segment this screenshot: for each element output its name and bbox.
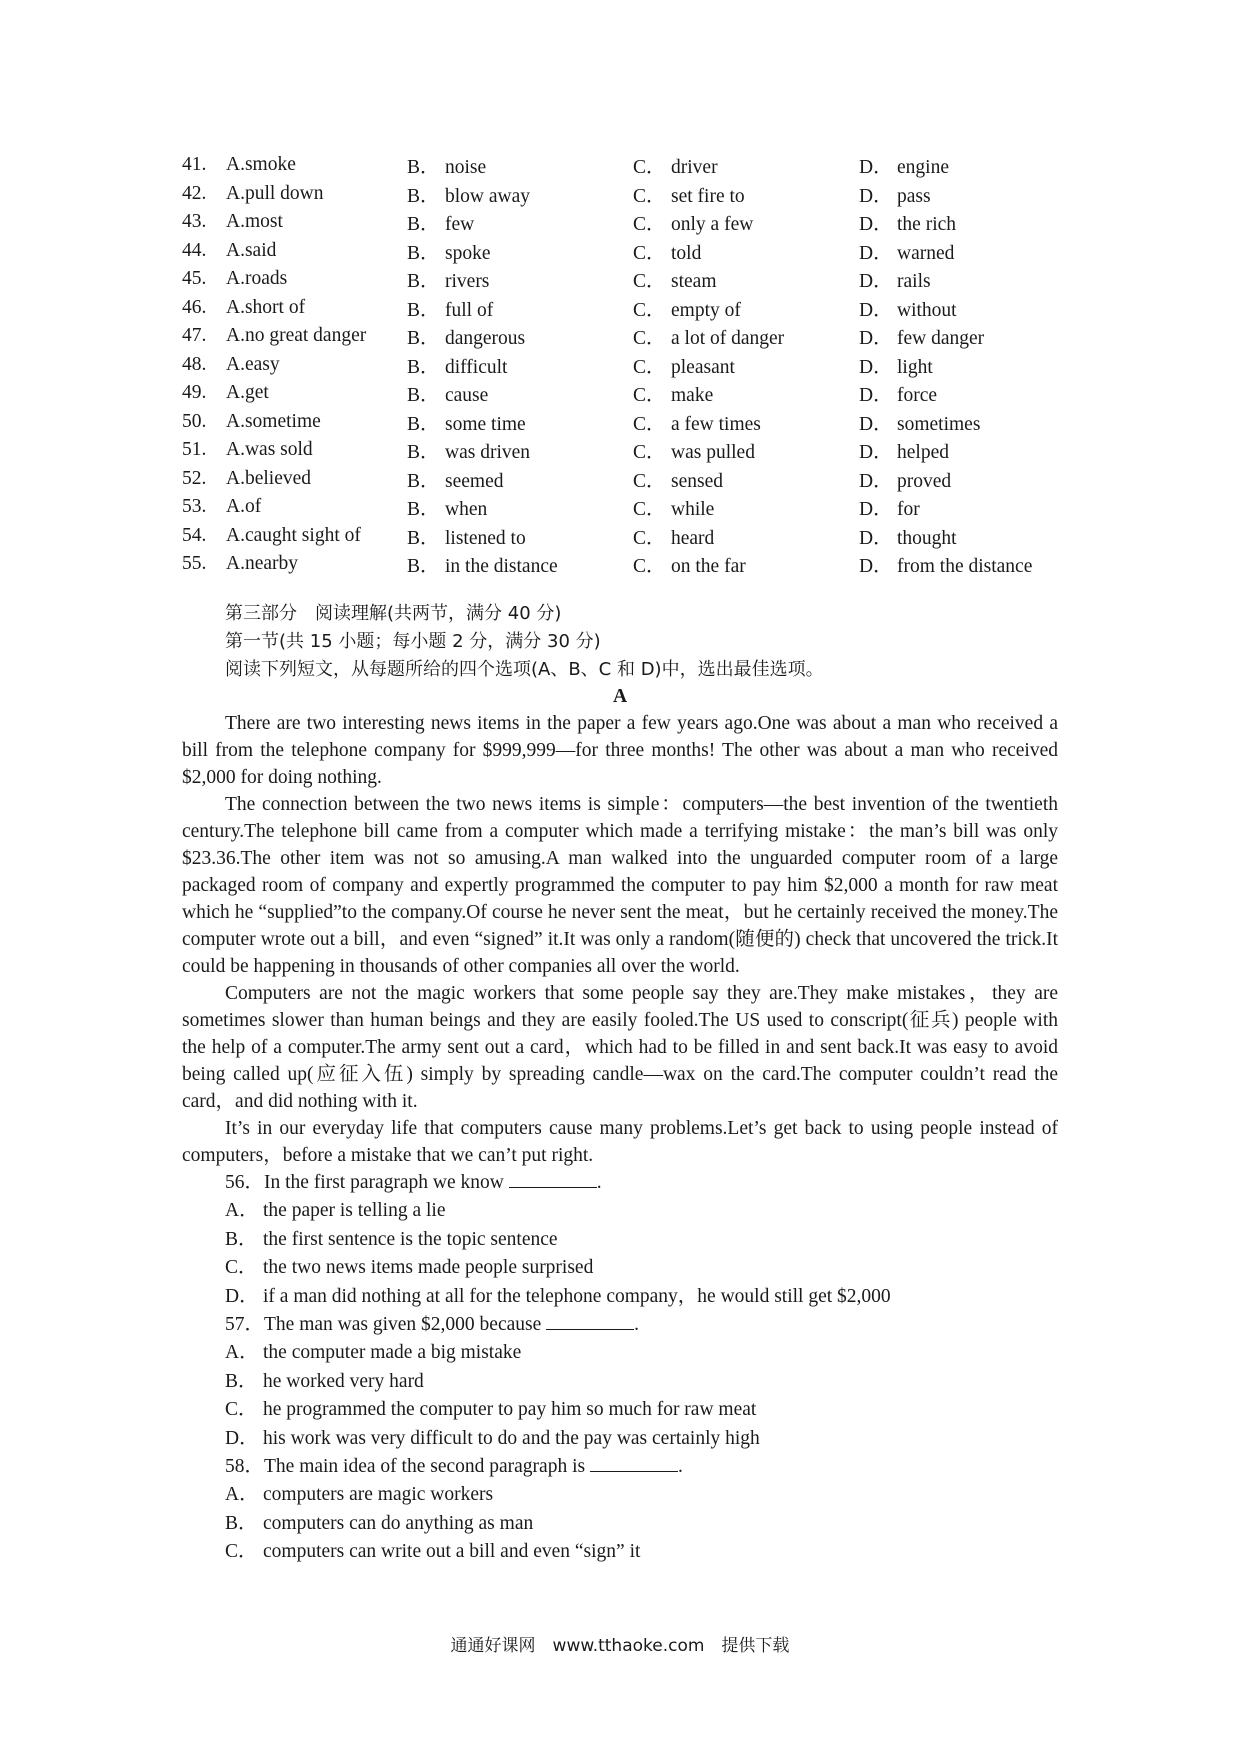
option-letter: D．	[859, 556, 893, 578]
answer-blank	[509, 1171, 597, 1188]
answer-text: the first sentence is the topic sentence	[263, 1228, 558, 1250]
option-text: seemed	[445, 470, 504, 492]
option-text: sometimes	[897, 413, 981, 435]
option-d	[859, 180, 1059, 208]
option-text: 44.	[182, 239, 207, 261]
option-b	[407, 465, 633, 493]
option-row	[182, 265, 1062, 294]
option-text: warned	[897, 242, 955, 264]
question-number	[182, 268, 226, 290]
option-text: pass	[897, 185, 931, 207]
option-a	[226, 325, 407, 347]
option-b	[407, 237, 633, 265]
option-letter: B．	[407, 556, 440, 578]
answer-text: if a man did nothing at all for the telephone company，he would still get $2,000	[263, 1285, 891, 1307]
option-text: from the distance	[897, 556, 1033, 578]
answer-option	[182, 1425, 1058, 1453]
option-a	[226, 154, 407, 176]
option-letter: C．	[633, 527, 666, 549]
paragraph-4: It’s in our everyday life that computers cause many problems.Let’s get back to using people instead of computers，before a mistake that we can’t put right.	[182, 1118, 1058, 1166]
option-text: only a few	[671, 214, 754, 236]
option-d	[859, 379, 1059, 407]
option-a	[226, 439, 407, 461]
option-letter: B．	[407, 413, 440, 435]
option-b	[407, 408, 633, 436]
option-a	[226, 382, 407, 404]
option-text: a lot of danger	[671, 328, 785, 350]
question-number	[182, 154, 226, 176]
passage-letter: A	[612, 686, 628, 707]
option-row	[182, 408, 1062, 437]
option-letter: C．	[633, 470, 666, 492]
option-text: dangerous	[445, 328, 526, 350]
option-text: 41.	[182, 154, 207, 176]
option-letter: D．	[859, 242, 893, 264]
option-c	[633, 550, 859, 578]
answer-text: the paper is telling a lie	[263, 1200, 446, 1222]
option-row	[182, 180, 1062, 209]
option-text: difficult	[445, 356, 508, 378]
option-letter: B．	[407, 185, 440, 207]
option-letter: D．	[859, 356, 893, 378]
option-c	[633, 180, 859, 208]
option-letter: D．	[859, 499, 893, 521]
option-letter: B．	[407, 356, 440, 378]
option-text: told	[671, 242, 702, 264]
option-letter: B．	[407, 271, 440, 293]
option-text: rails	[897, 271, 931, 293]
option-b	[407, 550, 633, 578]
section-subtitle: 第一节(共 15 小题；每小题 2 分，满分 30 分)	[225, 631, 601, 652]
option-text: A.was sold	[226, 439, 313, 461]
answer-text: he worked very hard	[263, 1370, 424, 1392]
answer-option	[182, 1197, 1058, 1225]
option-letter: B．	[407, 385, 440, 407]
paragraph-1: There are two interesting news items in the paper a few years ago.One was about a man who received a bill from the telephone company for $999,999—for three months! The other was about a man who received $2,000 for doing nothing.	[182, 713, 1058, 788]
option-text: A.said	[226, 239, 277, 261]
option-text: A.smoke	[226, 154, 296, 176]
option-letter: C．	[633, 556, 666, 578]
option-text: 53.	[182, 496, 207, 518]
option-d	[859, 208, 1059, 236]
option-letter: B．	[407, 242, 440, 264]
answer-text: computers are magic workers	[263, 1484, 494, 1506]
option-text: pleasant	[671, 356, 735, 378]
option-text: for	[897, 499, 920, 521]
option-text: in the distance	[445, 556, 558, 578]
question-number	[182, 382, 226, 404]
answer-option	[182, 1538, 1058, 1566]
option-text: the rich	[897, 214, 957, 236]
question-number	[182, 354, 226, 376]
option-letter: B．	[407, 214, 440, 236]
option-letter: C．	[633, 299, 666, 321]
question-number	[182, 439, 226, 461]
answer-option	[182, 1254, 1058, 1282]
option-a	[226, 553, 407, 575]
option-letter: B．	[407, 499, 440, 521]
option-b	[407, 180, 633, 208]
cloze-options-table	[182, 151, 1062, 579]
option-text: 50.	[182, 410, 207, 432]
option-text: a few times	[671, 413, 761, 435]
option-text: some time	[445, 413, 526, 435]
answer-text: computers can do anything as man	[263, 1512, 534, 1534]
answer-letter: B．	[225, 1228, 258, 1250]
question-number	[182, 211, 226, 233]
option-letter: C．	[633, 356, 666, 378]
option-b	[407, 522, 633, 550]
option-c	[633, 265, 859, 293]
option-text: 45.	[182, 268, 207, 290]
option-text: listened to	[445, 527, 526, 549]
option-letter: B．	[407, 470, 440, 492]
answer-letter: C．	[225, 1257, 258, 1279]
option-text: A.get	[226, 382, 269, 404]
answer-text: the two news items made people surprised	[263, 1257, 594, 1279]
option-text: A.most	[226, 211, 283, 233]
option-letter: D．	[859, 413, 893, 435]
option-letter: D．	[859, 185, 893, 207]
answer-blank	[546, 1313, 634, 1330]
option-text: 46.	[182, 296, 207, 318]
option-text: helped	[897, 442, 949, 464]
answer-option	[182, 1368, 1058, 1396]
option-text: 52.	[182, 467, 207, 489]
option-letter: D．	[859, 299, 893, 321]
stem-end: .	[677, 1456, 683, 1478]
option-a	[226, 268, 407, 290]
option-letter: D．	[859, 157, 893, 179]
option-row	[182, 465, 1062, 494]
option-c	[633, 237, 859, 265]
option-letter: C．	[633, 499, 666, 521]
option-b	[407, 436, 633, 464]
answer-letter: B．	[225, 1512, 258, 1534]
answer-letter: A．	[225, 1342, 259, 1364]
answer-letter: D．	[225, 1285, 259, 1307]
option-a	[226, 496, 407, 518]
answer-blank	[590, 1455, 678, 1472]
option-text: sensed	[671, 470, 723, 492]
option-a	[226, 525, 407, 547]
option-a	[226, 411, 407, 433]
question-number	[182, 496, 226, 518]
option-d	[859, 408, 1059, 436]
option-b	[407, 151, 633, 179]
stem-end: .	[634, 1314, 639, 1336]
question-number	[182, 411, 226, 433]
option-letter: C．	[633, 271, 666, 293]
option-row	[182, 522, 1062, 551]
option-a	[226, 297, 407, 319]
option-c	[633, 465, 859, 493]
option-b	[407, 379, 633, 407]
paragraph-3: Computers are not the magic workers that some people say they are.They make mistakes，they are sometimes slower than human beings and they are easily fooled.The US used to conscript(征兵) people with the help of a computer.The army sent out a card，which had to be filled in and sent back.It was easy to avoid being called up(应征入伍) simply by spreading candle—wax on the card.The computer couldn’t read the card，and did nothing with it.	[182, 983, 1058, 1112]
option-text: A.nearby	[226, 553, 299, 575]
option-d	[859, 493, 1059, 521]
option-text: force	[897, 385, 938, 407]
page-footer: 通通好课网 www.tthaoke.com 提供下载	[450, 1636, 790, 1656]
question-text: 56．In the first paragraph we know	[225, 1172, 504, 1193]
option-text: 47.	[182, 325, 207, 347]
option-letter: B．	[407, 299, 440, 321]
question-number	[182, 553, 226, 575]
answer-letter: A．	[225, 1484, 259, 1506]
option-d	[859, 151, 1059, 179]
option-text: A.sometime	[226, 410, 321, 432]
option-text: light	[897, 356, 933, 378]
option-letter: C．	[633, 385, 666, 407]
question-number	[182, 240, 226, 262]
question-list	[182, 1169, 1058, 1567]
option-text: without	[897, 299, 957, 321]
option-row	[182, 151, 1062, 180]
option-d	[859, 237, 1059, 265]
option-letter: C．	[633, 442, 666, 464]
option-a	[226, 211, 407, 233]
option-text: empty of	[671, 299, 741, 321]
option-c	[633, 294, 859, 322]
question-number	[182, 325, 226, 347]
option-text: engine	[897, 157, 949, 179]
option-b	[407, 265, 633, 293]
option-c	[633, 322, 859, 350]
answer-option	[182, 1339, 1058, 1367]
option-letter: B．	[407, 527, 440, 549]
answer-text: the computer made a big mistake	[263, 1342, 522, 1364]
section-title: 第三部分 阅读理解(共两节，满分 40 分)	[225, 603, 562, 624]
section-instruction: 阅读下列短文，从每题所给的四个选项(A、B、C 和 D)中，选出最佳选项。	[225, 659, 824, 680]
option-text: A.pull down	[226, 182, 324, 204]
option-text: while	[671, 499, 715, 521]
option-row	[182, 351, 1062, 380]
option-letter: B．	[407, 328, 440, 350]
option-text: heard	[671, 527, 715, 549]
option-c	[633, 208, 859, 236]
option-letter: D．	[859, 442, 893, 464]
option-letter: C．	[633, 242, 666, 264]
option-a	[226, 183, 407, 205]
option-text: few danger	[897, 328, 985, 350]
option-text: spoke	[445, 242, 491, 264]
option-text: driver	[671, 157, 718, 179]
answer-letter: B．	[225, 1370, 258, 1392]
option-text: on the far	[671, 556, 746, 578]
question-stem	[182, 1453, 1058, 1481]
option-b	[407, 208, 633, 236]
question-text: 58．The main idea of the second paragraph is	[225, 1456, 586, 1478]
option-text: when	[445, 499, 488, 521]
option-c	[633, 522, 859, 550]
option-c	[633, 408, 859, 436]
option-row	[182, 550, 1062, 579]
option-text: 42.	[182, 182, 207, 204]
option-text: 49.	[182, 382, 207, 404]
option-d	[859, 522, 1059, 550]
option-d	[859, 550, 1059, 578]
option-text: steam	[671, 271, 717, 293]
option-text: was pulled	[671, 442, 755, 464]
option-letter: D．	[859, 271, 893, 293]
option-letter: D．	[859, 328, 893, 350]
option-a	[226, 240, 407, 262]
option-row	[182, 208, 1062, 237]
option-c	[633, 351, 859, 379]
option-text: 51.	[182, 439, 207, 461]
option-text: blow away	[445, 185, 531, 207]
option-letter: C．	[633, 214, 666, 236]
question-number	[182, 297, 226, 319]
option-a	[226, 468, 407, 490]
option-c	[633, 151, 859, 179]
answer-letter: C．	[225, 1399, 258, 1421]
question-text: 57．The man was given $2,000 because	[225, 1314, 542, 1336]
option-c	[633, 436, 859, 464]
option-letter: C．	[633, 328, 666, 350]
option-d	[859, 265, 1059, 293]
reading-section	[182, 600, 1058, 1567]
question-stem	[182, 1311, 1058, 1339]
answer-option	[182, 1510, 1058, 1538]
option-b	[407, 322, 633, 350]
question-number	[182, 183, 226, 205]
answer-letter: C．	[225, 1541, 258, 1563]
option-row	[182, 493, 1062, 522]
option-letter: D．	[859, 214, 893, 236]
option-text: cause	[445, 385, 489, 407]
question-number	[182, 468, 226, 490]
option-b	[407, 351, 633, 379]
option-text: 48.	[182, 353, 207, 375]
answer-option	[182, 1283, 1058, 1311]
option-text: rivers	[445, 271, 490, 293]
option-text: 43.	[182, 211, 207, 233]
option-text: full of	[445, 299, 494, 321]
option-text: A.believed	[226, 467, 312, 489]
option-b	[407, 294, 633, 322]
answer-text: he programmed the computer to pay him so much for raw meat	[263, 1399, 757, 1421]
option-d	[859, 351, 1059, 379]
option-text: thought	[897, 527, 957, 549]
option-c	[633, 379, 859, 407]
option-letter: C．	[633, 157, 666, 179]
answer-text: computers can write out a bill and even “sign” it	[263, 1541, 641, 1563]
option-d	[859, 322, 1059, 350]
option-text: A.easy	[226, 353, 280, 375]
answer-letter: D．	[225, 1427, 259, 1449]
option-text: 54.	[182, 524, 207, 546]
option-text: A.of	[226, 496, 262, 518]
option-letter: D．	[859, 385, 893, 407]
option-row	[182, 322, 1062, 351]
option-text: proved	[897, 470, 952, 492]
option-d	[859, 294, 1059, 322]
option-letter: D．	[859, 527, 893, 549]
option-row	[182, 294, 1062, 323]
answer-option	[182, 1396, 1058, 1424]
option-letter: B．	[407, 157, 440, 179]
option-text: was driven	[445, 442, 531, 464]
option-letter: C．	[633, 413, 666, 435]
option-row	[182, 436, 1062, 465]
option-d	[859, 465, 1059, 493]
option-text: A.caught sight of	[226, 524, 361, 546]
option-a	[226, 354, 407, 376]
option-c	[633, 493, 859, 521]
paragraph-2: The connection between the two news items is simple：computers—the best invention of the twentieth century.The telephone bill came from a computer which made a terrifying mistake：the man’s bill was only $23.36.The other item was not so amusing.A man walked into the unguarded computer room of a large packaged room of company and expertly programmed the computer to pay him $2,000 a month for raw meat which he “supplied”to the company.Of course he never sent the meat，but he certainly received the money.The computer wrote out a bill，and even “signed” it.It was only a random(随便的) check that uncovered the trick.It could be happening in thousands of other companies all over the world.	[182, 794, 1058, 977]
option-text: set fire to	[671, 185, 745, 207]
option-text: noise	[445, 157, 487, 179]
option-letter: D．	[859, 470, 893, 492]
answer-option	[182, 1226, 1058, 1254]
option-text: 55.	[182, 553, 207, 575]
answer-text: his work was very difficult to do and the pay was certainly high	[263, 1427, 760, 1449]
option-text: A.roads	[226, 268, 288, 290]
option-text: few	[445, 214, 475, 236]
question-number	[182, 525, 226, 547]
option-row	[182, 237, 1062, 266]
option-letter: C．	[633, 185, 666, 207]
option-text: A.no great danger	[226, 325, 367, 347]
option-letter: B．	[407, 442, 440, 464]
option-b	[407, 493, 633, 521]
stem-end: .	[596, 1172, 602, 1193]
answer-option	[182, 1481, 1058, 1509]
option-d	[859, 436, 1059, 464]
option-text: make	[671, 385, 714, 407]
answer-letter: A．	[225, 1200, 259, 1222]
question-stem	[182, 1169, 1058, 1197]
option-text: A.short of	[226, 296, 306, 318]
option-row	[182, 379, 1062, 408]
